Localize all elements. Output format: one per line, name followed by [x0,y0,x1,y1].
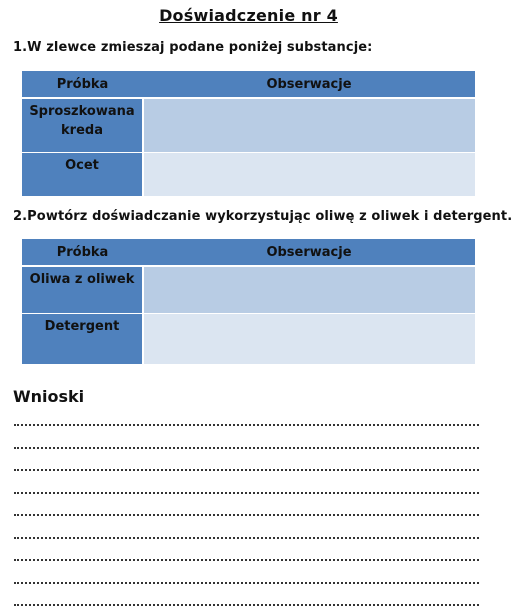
writing-line[interactable] [14,424,479,426]
writing-line[interactable] [14,537,479,539]
writing-line[interactable] [14,492,479,494]
step-2-instruction: 2.Powtórz doświadczanie wykorzystując oliwę z oliwek i detergent. [13,209,513,224]
column-header-observations: Obserwacje [143,239,475,266]
table-row [22,266,475,314]
step-1-instruction: 1.W zlewce zmieszaj podane poniżej substancje: [13,40,373,55]
observation-cell[interactable] [143,314,475,365]
column-header-observations: Obserwacje [143,71,475,98]
writing-line[interactable] [14,604,479,606]
table-row [22,98,475,153]
sample-label: Sproszkowana kreda [22,98,143,153]
observation-cell[interactable] [143,266,475,314]
table-row [22,153,475,197]
observation-table-2 [22,239,475,364]
writing-line[interactable] [14,559,479,561]
table-row [22,314,475,365]
sample-label: Oliwa z oliwek [22,266,143,314]
observation-cell[interactable] [143,153,475,197]
table-header-row [22,71,475,98]
writing-line[interactable] [14,582,479,584]
writing-line[interactable] [14,514,479,516]
observation-cell[interactable] [143,98,475,153]
sample-label: Detergent [22,314,143,365]
page-title: Doświadczenie nr 4 [159,6,338,25]
table-header-row [22,239,475,266]
column-header-sample: Próbka [22,71,143,98]
writing-line[interactable] [14,447,479,449]
conclusions-heading: Wnioski [13,387,85,406]
sample-label: Ocet [22,153,143,197]
observation-table-1 [22,71,475,196]
writing-line[interactable] [14,469,479,471]
column-header-sample: Próbka [22,239,143,266]
